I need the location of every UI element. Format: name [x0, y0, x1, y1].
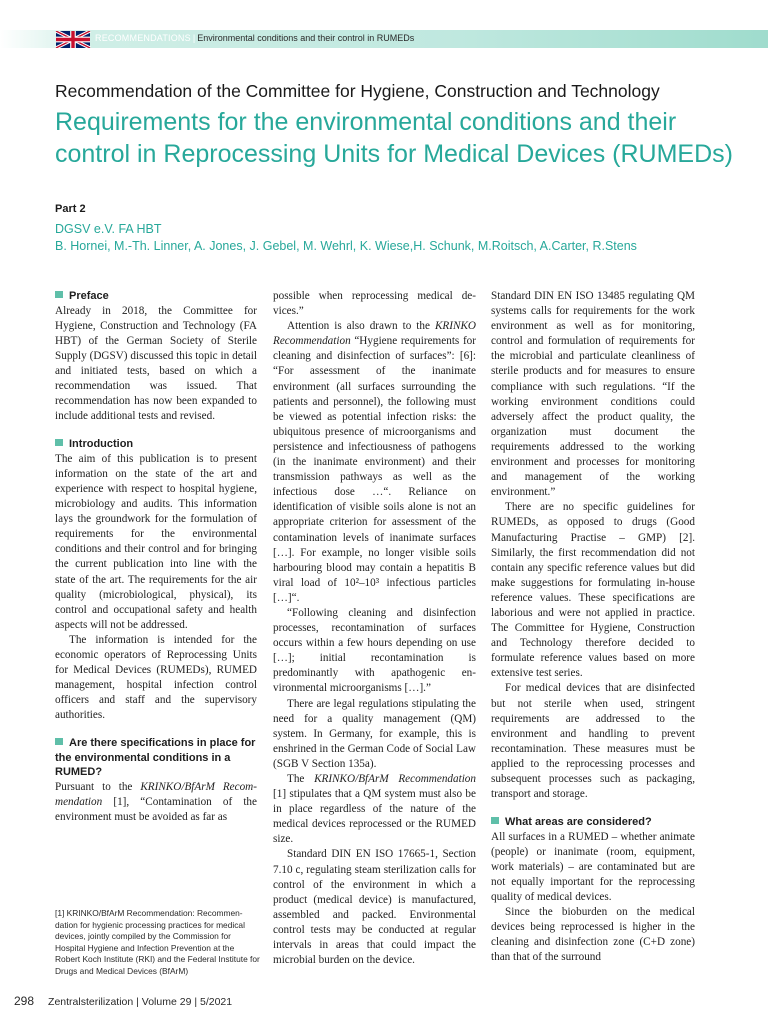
- organization: DGSV e.V. FA HBT: [55, 222, 162, 236]
- text-run: [1] stipulates that a QM system must also be in place regardless of the nature of the medical devices reprocessed or the RUMED size.: [273, 788, 476, 846]
- paragraph: Already in 2018, the Committee for Hygiene, Construction and Technology (FA HBT) of the German Society of Sterile Supply (DGSV) discussed this topic in detail and initiated tests, based on which a recommendation was issued. That recommendation has now been expanded to include additional tests and revised.: [55, 304, 257, 423]
- paragraph: All surfaces in a RUMED – whether animate (people) or inanimate (room, equipment, work materials) – are contaminated but are not equally important for the reprocessing quality of medical devices.: [491, 830, 695, 904]
- square-bullet-icon: [55, 439, 63, 446]
- journal-info: Zentralsterilization | Volume 29 | 5/2021: [48, 996, 233, 1008]
- paragraph: Since the bioburden on the medical devices being reprocessed is higher in the cleaning and disinfection zone (C+D zone) than that of the surround: [491, 906, 695, 964]
- column-3: [491, 289, 695, 966]
- header-topic: Environmental conditions and their control in RUMEDs: [197, 33, 415, 43]
- section-label: RECOMMENDATIONS: [95, 33, 191, 43]
- italic-reference: KRINKO/BfArM Recommendation: [55, 780, 257, 809]
- paragraph: Standard DIN EN ISO 17665-1, Section 7.10 c, regulating steam sterilization calls for control of the environment in which a product (medical device) is manufactured, assembled and packed. Environmental control tests may be conducted at regular intervals in areas that could impact the microbial burden on the device.: [273, 848, 476, 967]
- text-run: Pursuant to the: [55, 780, 141, 793]
- paragraph: For medical devices that are disinfected but not sterile when used, stringent requirements are addressed to the environment and handling to prevent recontamination. These measures must be applied to the reprocessing processes and subsequent processes such as packaging, transport and storage.: [491, 682, 695, 801]
- text-run: [1], “Contamination of the environment must be avoided as far as: [55, 796, 257, 824]
- heading-introduction: [55, 437, 257, 452]
- part-label: Part 2: [55, 203, 86, 215]
- heading-preface: [55, 289, 257, 304]
- paragraph: [273, 319, 476, 606]
- page-footer: [14, 994, 232, 1008]
- paragraph: Standard DIN EN ISO 13485 regulating QM systems calls for requirements for the work environment as well as for monitoring, control and formulation of requirements for the microbial and particulate cleanliness of sterile products and for measures to ensure compliance with such regulations. “If the working environment conditions could adversely affect the product quality, the organization must document the requirements addressed to the working environment and processes for monitoring and management of the working environment.”: [491, 290, 695, 499]
- paragraph: There are legal regulations stipulating the need for a quality management (QM) system. In Germany, for example, this is enshrined in the German Code of Social Law (SGB V Section 135a).: [273, 697, 476, 770]
- paragraph: “Following cleaning and disinfection processes, recontamination of surfaces occurs within a few hours depending on use […]; initial recontamination is predominantly with apathogenic environmental microorganisms […].”: [273, 606, 476, 695]
- article-title: Requirements for the environmental conditions and their control in Reprocessing Units for Medical Devices (RUMEDs): [55, 108, 733, 168]
- heading-specifications: [55, 736, 257, 780]
- square-bullet-icon: [491, 817, 499, 824]
- paragraph: possible when reprocessing medical devices.”: [273, 290, 476, 318]
- running-header: [95, 33, 414, 43]
- square-bullet-icon: [55, 291, 63, 298]
- column-1: [55, 289, 257, 825]
- uk-flag-icon: [55, 31, 91, 48]
- authors: B. Hornei, M.-Th. Linner, A. Jones, J. Gebel, M. Wehrl, K. Wiese,H. Schunk, M.Roitsch, A.Carter, R.Stens: [55, 239, 637, 253]
- text-run: Attention is also drawn to the: [287, 320, 435, 333]
- column-2: [273, 289, 476, 968]
- paragraph: The information is intended for the economic operators of Reprocessing Units for Medical Devices (RUMEDs), RUMED management, hospital infection control officers and staff and the supervisory authorities.: [55, 633, 257, 722]
- heading-text: Introduction: [69, 438, 134, 451]
- kicker: Recommendation of the Committee for Hygiene, Construction and Technology: [55, 81, 660, 101]
- heading-text: Preface: [69, 290, 109, 302]
- paragraph: [273, 772, 476, 847]
- paragraph: The aim of this publication is to present information on the state of the art and experience with respect to hospital hygiene, microbiology and audits. This information lays the groundwork for the formulation of requirements for the environmental conditions and their control and for bringing the current publication into line with the state of the art. The requirements for the air quality (microbiological, physical), its control and occupational safety and health aspects will not be addressed.: [55, 452, 257, 631]
- heading-areas: [491, 815, 695, 830]
- heading-text: What areas are considered?: [505, 816, 652, 829]
- footnote: [1] KRINKO/BfArM Recommendation: Recommendation for hygienic processing practices for medical devices, jointly compiled by the Commission for Hospital Hygiene and Infection Prevention at the Robert Koch Institute (RKI) and the Federal Institute for Drugs and Medical Devices (BfArM): [55, 908, 260, 976]
- paragraph: [55, 780, 257, 825]
- text-run: “Hygiene requirements for cleaning and disinfection of surfaces”: [6]: “For assessment of the inanimate environment (all surfaces surrounding the patients and personnel), the following must be viewed as potential infection risks: the ubiquitous presence of microorganisms and persistence and infectiousness of pathogens (in the inanimate environment) and their transmission pathways as well as the infectious dose …“. Reliance on identification of visible soils alone is not an appropriate criterion for assessment of the contamination levels of inanimate surfaces […]. For example, no longer visible soils harbouring blood may contain a hepatitis B viral load of 10²–10³ infectious particles […]“.: [273, 335, 476, 604]
- square-bullet-icon: [55, 738, 63, 745]
- text-run: The: [287, 773, 315, 785]
- heading-text: Are there specifications in place for the environmental conditions in a RUMED?: [55, 737, 256, 779]
- header-separator: |: [192, 33, 196, 43]
- italic-reference: KRINKO/BfArM Recommendation: [314, 773, 476, 785]
- page-number: 298: [14, 994, 35, 1008]
- paragraph: There are no specific guidelines for RUMEDs, as opposed to drugs (Good Manufacturing Practise – GMP) [2]. Similarly, the first recommendation did not contain any specific reference values but did make suggestions for formulating in-house reference values. These specifications are laborious and were not applied in practice. The Committee for Hygiene, Construction and Technology therefore decided to formulate reference values based on more extensive test series.: [491, 501, 695, 680]
- italic-reference: KRINKO Recommendation: [273, 320, 476, 348]
